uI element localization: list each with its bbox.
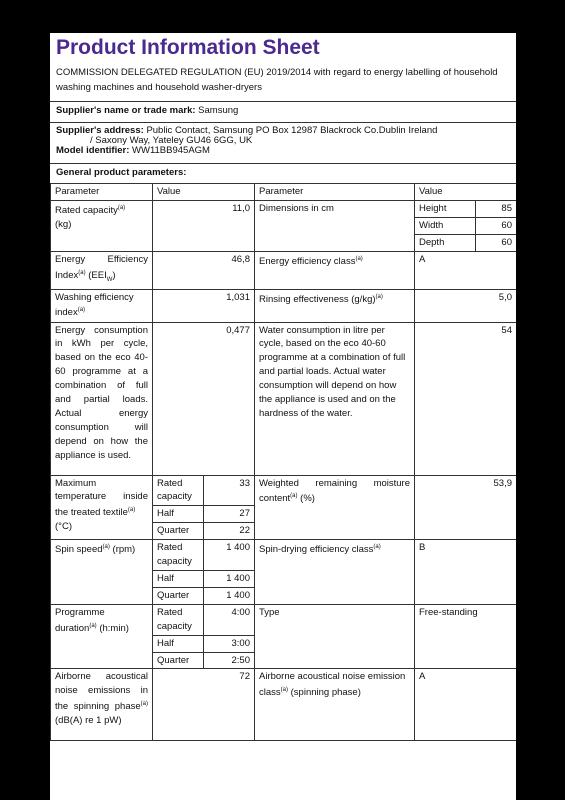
table-row (51, 322, 517, 475)
energy-consumption-label: Energy consumption in kWh per cycle, based on the eco 40-60 programme at a combination of full and partial loads. Actual energy consumption will depend on how the appliance is used. (51, 322, 153, 475)
eei-label: Energy Efficiency Index$^{(a)}$ $(EEI_W)$ (51, 251, 153, 289)
type-value: Free-standing (415, 604, 517, 669)
table-row (51, 201, 517, 252)
energy-class-value: A (415, 251, 517, 289)
header-parameter: Parameter (255, 184, 415, 201)
water-consumption-value: 54 (415, 322, 517, 475)
table-row (51, 475, 517, 540)
washing-efficiency-value: 1,031 (153, 289, 255, 322)
spin-class-label: Spin-drying efficiency class$^{(a)}$ (255, 540, 415, 605)
rinsing-effectiveness-value: 5,0 (415, 289, 517, 322)
spin-class-value: B (415, 540, 517, 605)
water-consumption-label: Water consumption in litre per cycle, based on the eco 40-60 programme at a combination of full and partial loads. Actual water consumption will depend on how the appliance is used and on the hardness of the water. (255, 322, 415, 475)
table-row (51, 669, 517, 741)
table-row (51, 251, 517, 289)
washing-efficiency-label: Washing efficiency index$^{(a)}$ (51, 289, 153, 322)
type-label: Type (255, 604, 415, 669)
product-information-sheet (50, 33, 516, 800)
max-temperature-label: Maximum temperature inside the treated textile$^{(a)}$ (°C) (51, 475, 153, 540)
dimensions-value: Height 85 Width 60 Depth 60 (415, 201, 517, 252)
noise-class-label: Airborne acoustical noise emission class$^{(a)}$ (spinning phase) (255, 669, 415, 741)
table-header-row (51, 184, 517, 201)
energy-class-label: Energy efficiency class$^{(a)}$ (255, 251, 415, 289)
rinsing-effectiveness-label: Rinsing effectiveness $(g/kg)^{(a)}$ (255, 289, 415, 322)
programme-duration-label: Programme duration$^{(a)}$ (h:min) (51, 604, 153, 669)
noise-emissions-label: Airborne acoustical noise emissions in the spinning phase$^{(a)}$ (dB(A) re 1 pW) (51, 669, 153, 741)
page-title: Product Information Sheet (56, 36, 320, 59)
rated-capacity-label: Rated capacity$^{(a)}$ (kg) (51, 201, 153, 252)
supplier-address-row: Supplier's address: Public Contact, Samsung PO Box 12987 Blackrock Co.Dublin Ireland / Saxony Way, Yateley GU46 6GG, UK (50, 122, 516, 143)
eei-value: 46,8 (153, 251, 255, 289)
moisture-content-label: Weighted remaining moisture content$^{(a)}$ (%) (255, 475, 415, 540)
table-row (51, 604, 517, 669)
model-row: Model identifier: WW11BB945AGM (56, 145, 210, 156)
moisture-content-value: 53,9 (415, 475, 517, 540)
energy-consumption-value: 0,477 (153, 322, 255, 475)
header-parameter: Parameter (51, 184, 153, 201)
noise-class-value: A (415, 669, 517, 741)
dimensions-label: Dimensions in cm (255, 201, 415, 252)
parameters-table (50, 183, 516, 741)
noise-emissions-value: 72 (153, 669, 255, 741)
max-temperature-values: Rated capacity 33 Half 27 Quarter 22 (153, 475, 255, 540)
rated-capacity-value: 11,0 (153, 201, 255, 252)
header-value: Value (153, 184, 255, 201)
spin-speed-values: Rated capacity 1 400 Half 1 400 Quarter 1 400 (153, 540, 255, 605)
table-row (51, 289, 517, 322)
programme-duration-values: Rated capacity 4:00 Half 3:00 Quarter 2:50 (153, 604, 255, 669)
supplier-name-row: Supplier's name or trade mark: Samsung (50, 101, 516, 122)
header-value: Value (415, 184, 517, 201)
spin-speed-label: Spin speed$^{(a)}$ (rpm) (51, 540, 153, 605)
table-row (51, 540, 517, 605)
regulation-text: COMMISSION DELEGATED REGULATION (EU) 2019/2014 with regard to energy labelling of household washing machines and household washer-dryers (56, 67, 498, 93)
general-parameters-heading: General product parameters: (50, 163, 516, 183)
